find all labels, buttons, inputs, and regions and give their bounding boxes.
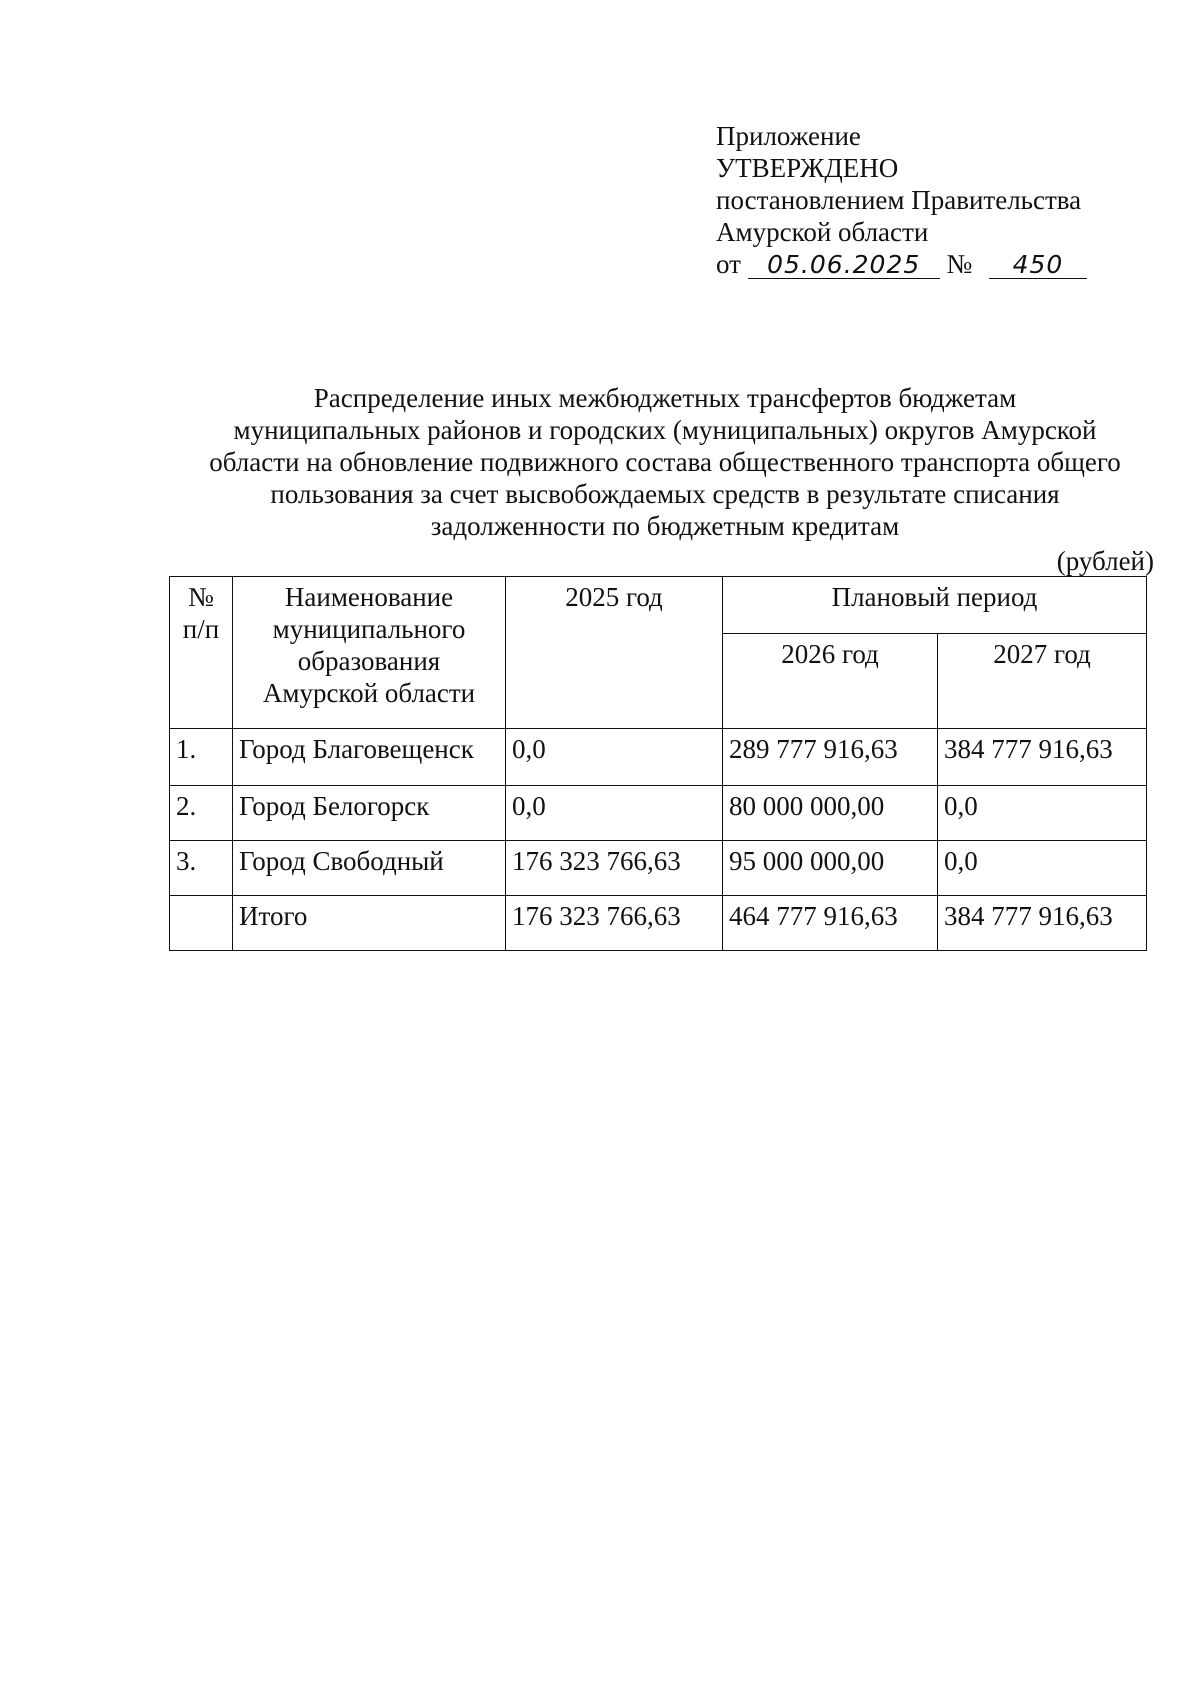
region-line: Амурской области — [716, 217, 929, 247]
resolution-date: 05.06.2025 — [748, 252, 940, 279]
table-header-row — [170, 577, 1147, 634]
header-2027: 2027 год — [938, 634, 1147, 729]
resolution-reference — [716, 248, 1087, 280]
row-2025: 0,0 — [506, 786, 723, 841]
header-2026: 2026 год — [723, 634, 938, 729]
row-2027: 0,0 — [938, 841, 1147, 896]
row-municipality: Город Благовещенск — [233, 729, 506, 786]
total-2027: 384 777 916,63 — [938, 896, 1147, 951]
row-municipality: Город Свободный — [233, 841, 506, 896]
appendix-label: Приложение — [716, 121, 861, 151]
title-line: пользования за счет высвобождаемых средств в результате списания — [270, 479, 1060, 509]
approval-block — [716, 120, 1087, 280]
row-num: 2. — [170, 786, 233, 841]
title-line: задолженности по бюджетным кредитам — [430, 511, 900, 541]
header-2025: 2025 год — [506, 577, 723, 729]
table-row — [170, 786, 1147, 841]
title-line: муниципальных районов и городских (муниципальных) округов Амурской — [233, 415, 1097, 445]
row-2026: 80 000 000,00 — [723, 786, 938, 841]
row-2027: 0,0 — [938, 786, 1147, 841]
from-label: от — [716, 249, 741, 279]
row-2026: 289 777 916,63 — [723, 729, 938, 786]
approved-label: УТВЕРЖДЕНО — [716, 153, 899, 183]
row-municipality: Город Белогорск — [233, 786, 506, 841]
row-num: 3. — [170, 841, 233, 896]
title-line: области на обновление подвижного состава общественного транспорта общего — [209, 447, 1121, 477]
header-municipality: Наименование муниципального образования Амурской области — [233, 577, 506, 729]
row-2027: 384 777 916,63 — [938, 729, 1147, 786]
units-label: (рублей) — [1056, 546, 1154, 576]
row-2025: 176 323 766,63 — [506, 841, 723, 896]
number-label: № — [946, 249, 973, 279]
table-row — [170, 841, 1147, 896]
table-total-row — [170, 896, 1147, 951]
approved-by-line: постановлением Правительства — [716, 185, 1082, 215]
total-label: Итого — [233, 896, 506, 951]
row-2026: 95 000 000,00 — [723, 841, 938, 896]
allocation-table — [169, 576, 1147, 951]
total-2026: 464 777 916,63 — [723, 896, 938, 951]
header-num: № п/п — [170, 577, 233, 729]
table-row — [170, 729, 1147, 786]
total-num — [170, 896, 233, 951]
row-num: 1. — [170, 729, 233, 786]
total-2025: 176 323 766,63 — [506, 896, 723, 951]
row-2025: 0,0 — [506, 729, 723, 786]
header-planned-period: Плановый период — [723, 577, 1147, 634]
title-line: Распределение иных межбюджетных трансфертов бюджетам — [313, 383, 1017, 413]
document-title — [150, 382, 1180, 542]
resolution-number: 450 — [989, 252, 1087, 279]
